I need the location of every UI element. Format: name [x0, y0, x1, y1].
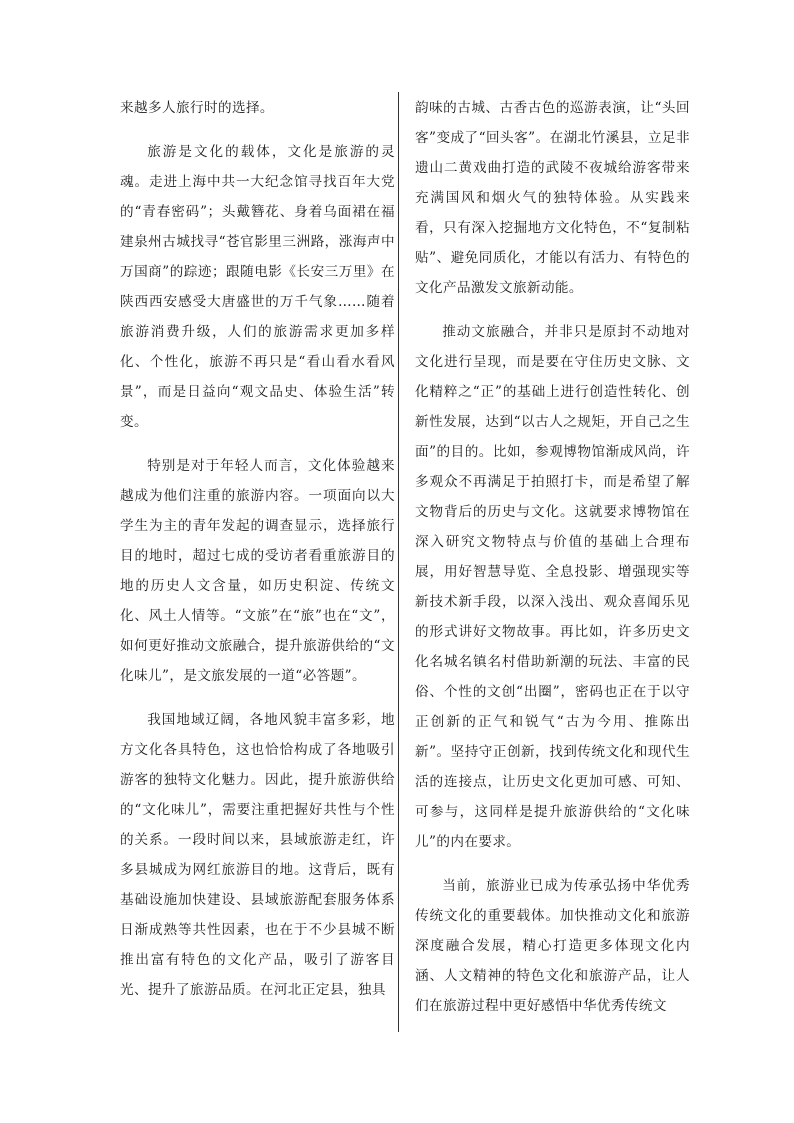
paragraph-right-2: 推动文旅融合，并非只是原封不动地对文化进行呈现，而是要在守住历史文脉、文化精粹之“正”的基础上进行创造性转化、创新性发展，达到“以古人之规矩，开自己之生面”的目的。比如，参观博物馆渐成风尚，许多观众不再满足于拍照打卡，而是希望了解文物背后的历史与文化。这就要求博物馆在深入研究文物特点与价值的基础上合理布展，用好智慧导览、全息投影、增强现实等新技术新手段，以深入浅出、观众喜闻乐见的形式讲好文物故事。再比如，许多历史文化名城名镇名村借助新潮的玩法、丰富的民俗、个性的文创“出圈”，密码也正在于以守正创新的正气和锐气“古为今用、推陈出新”。坚持守正创新，找到传统文化和现代生活的连接点，让历史文化更加可感、可知、可参与，这同样是提升旅游供给的“文化味儿”的内在要求。: [415, 324, 690, 850]
column-divider: [398, 92, 399, 1032]
paragraph-right-3: 当前，旅游业已成为传承弘扬中华优秀传统文化的重要载体。加快推动文化和旅游深度融合发展，精心打造更多体现文化内涵、人文精神的特色文化和旅游产品，让人们在旅游过程中更好感悟中华优秀传统文: [415, 878, 690, 1014]
right-text-column: [415, 93, 690, 1021]
paragraph-left-1: 来越多人旅行时的选择。: [120, 100, 274, 116]
paragraph-right-1: 韵味的古城、古香古色的巡游表演，让“头回客”变成了“回头客”。在湖北竹溪县，立足非遗山二黄戏曲打造的武陵不夜城给游客带来充满国风和烟火气的独特体验。从实践来看，只有深入挖掘地方文化特色，不“复制粘贴”、避免同质化，才能以有活力、有特色的文化产品激发文旅新动能。: [415, 100, 690, 296]
paragraph-left-4: 我国地域辽阔，各地风貌丰富多彩，地方文化各具特色，这也恰恰构成了各地吸引游客的独特文化魅力。因此，提升旅游供给的“文化味儿”，需要注重把握好共性与个性的关系。一段时间以来，县域旅游走红，许多县城成为网红旅游目的地。这背后，既有基础设施加快建设、县域旅游配套服务体系日渐成熟等共性因素，也在于不少县城不断推出富有特色的文化产品，吸引了游客目光、提升了旅游品质。在河北正定县，独具: [120, 712, 395, 998]
paragraph-left-3: 特别是对于年轻人而言，文化体验越来越成为他们注重的旅游内容。一项面向以大学生为主的青年发起的调查显示，选择旅行目的地时，超过七成的受访者看重旅游目的地的历史人文含量，如历史积淀、传统文化、风土人情等。“文旅”在“旅”也在“文”，如何更好推动文旅融合，提升旅游供给的“文化味儿”，是文旅发展的一道“必答题”。: [120, 458, 395, 684]
left-text-column: [120, 93, 395, 1005]
paragraph-left-2: 旅游是文化的载体，文化是旅游的灵魂。走进上海中共一大纪念馆寻找百年大党的“青春密码”；头戴簪花、身着乌面裙在福建泉州古城找寻“苍官影里三洲路，涨海声中万国商”的踪迹；跟随电影《长安三万里》在陕西西安感受大唐盛世的万千气象……随着旅游消费升级，人们的旅游需求更加多样化、个性化，旅游不再只是“看山看水看风景”，而是日益向“观文品史、体验生活”转变。: [120, 144, 395, 430]
